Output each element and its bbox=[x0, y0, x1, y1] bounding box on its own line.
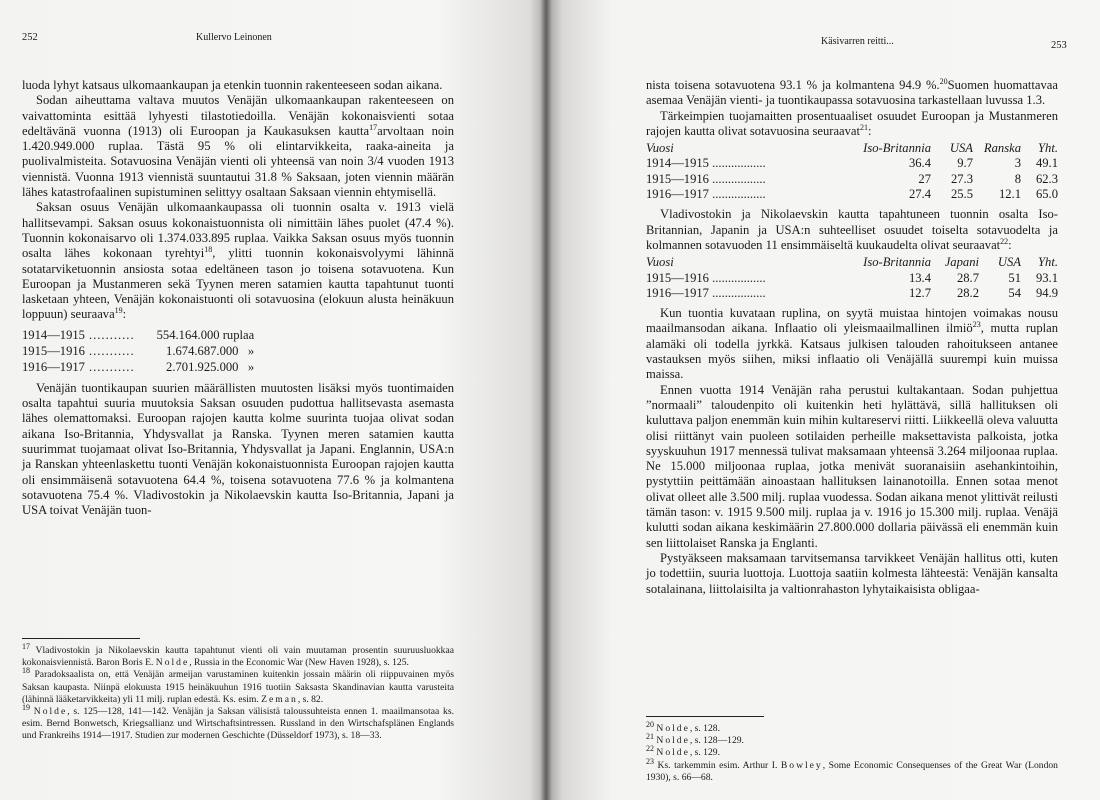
table-leaders: ................. bbox=[712, 171, 766, 186]
footnote-number: 22 bbox=[646, 744, 654, 754]
footnote-number: 21 bbox=[646, 732, 654, 742]
left-page-number: 252 bbox=[22, 32, 38, 43]
column-header: USA bbox=[949, 141, 973, 156]
paragraph: luoda lyhyt katsaus ulkomaankaupan ja etenkin tuonnin rakenteeseen sodan aikana. bbox=[22, 78, 443, 92]
text-run: Sodan aiheuttama valtava muutos Venäjän ulkomaankaupan rakenteeseen on vaivattominta esittää lyhyesti tilastotiedoilla. Venäjän kokonaisvienti sotaa edeltävänä vuonna (1913) oli Euroopan ja Kaukasuksen kautta bbox=[22, 93, 454, 138]
text-run: , mutta ruplan alamäki oli todella jyrkkä. Katsaus julkisen talouden rahoitukseen antanee vastauksen myös siihen, miksi inflaatio oli Venäjällä suurempi kuin muissa maissa. bbox=[646, 321, 1058, 382]
table-cell: 94.9 bbox=[1035, 285, 1058, 300]
left-page bbox=[0, 0, 546, 800]
table-cell: 9.7 bbox=[957, 156, 973, 171]
footnote-ref: 17 bbox=[369, 122, 378, 132]
footnote-text: , s. 125—128, 141—142. Venäjän ja Saksan välisistä taloussuhteista ennen 1. maailmansotaa ks. esim. Bernd Bonwetsch, Kriegsallianz und Wirtschaftsintressen. Russland in den Wirtschafsplänen Englands und Frankreihs 1914—1917. Studien zur modernen Geschichte (Düsseldorf 1973), s. 18—33. bbox=[22, 706, 454, 742]
paragraph bbox=[22, 93, 454, 200]
table-row bbox=[646, 172, 1058, 187]
footnote-text: Ks. tarkemmin esim. Arthur I. bbox=[657, 759, 778, 771]
footnote bbox=[646, 719, 1058, 735]
table-cell: 28.7 bbox=[956, 270, 979, 285]
table-row bbox=[646, 286, 1058, 301]
footnote-ref: 21 bbox=[860, 122, 869, 132]
footnote-ref: 18 bbox=[204, 245, 213, 255]
paragraph bbox=[646, 78, 1058, 109]
table-cell: 28.2 bbox=[956, 285, 979, 300]
table-leaders: ........... bbox=[88, 359, 135, 374]
text-run: Tärkeimpien tuojamaitten prosentuaaliset osuudet Euroopan ja Mustanmeren rajojen kautta olivat sotavuosina seuraavat bbox=[646, 108, 1058, 138]
table-cell: 27 bbox=[918, 171, 931, 186]
year-label: 1915—1916 bbox=[646, 171, 709, 186]
table-leaders: ................. bbox=[712, 285, 766, 300]
footnote-author: Nolde bbox=[33, 706, 68, 718]
table-cell: 25.5 bbox=[950, 187, 973, 202]
table-cell-year: 1916—1917 bbox=[22, 359, 85, 374]
text-run: Vladivostokin ja Nikolaevskin kautta tapahtuneen tuonnin osalta Iso-Britannian, Japanin ja USA:n suhteelliset osuudet toiselta sotavuodelta ja kolmannen sotavuoden 11 ensimmäiseltä kuukaudelta olivat seuraavat bbox=[646, 207, 1058, 252]
table-cell: 51 bbox=[1008, 270, 1021, 285]
column-header: Vuosi bbox=[646, 141, 674, 156]
text-run: Suomen huomattavaa asemaa Venäjän vienti- ja tuontikaupassa sotavuosina tarkastellaan luvussa 1.3. bbox=[646, 78, 1058, 108]
table-cell: 93.1 bbox=[1035, 270, 1058, 285]
left-footnotes bbox=[22, 638, 454, 743]
table-cell-value: 554.164.000 ruplaa bbox=[156, 327, 255, 342]
table-cell: 27.4 bbox=[908, 187, 931, 202]
table-cell: 27.3 bbox=[950, 171, 973, 186]
footnote bbox=[22, 702, 454, 743]
table-cell-value: 2.701.925.000 » bbox=[166, 359, 255, 374]
import-share-table-europe bbox=[646, 141, 1058, 202]
footnote-author: Nolde bbox=[656, 747, 690, 759]
paragraph bbox=[22, 200, 454, 322]
table-cell-year bbox=[646, 172, 851, 187]
left-running-head: Kullervo Leinonen bbox=[196, 32, 272, 43]
footnote-ref: 22 bbox=[1000, 236, 1009, 246]
footnote-author: Nolde bbox=[155, 657, 190, 669]
column-header: Yht. bbox=[1038, 255, 1058, 270]
table-cell: 8 bbox=[1014, 171, 1021, 186]
footnote-text: , Russia in the Economic War (New Haven 1928), s. 125. bbox=[189, 657, 409, 669]
paragraph: Venäjän tuontikaupan suurien määrällisten muutosten lisäksi myös tuontimaiden osalta tapahtui suuria muutoksia Saksan osuuden pudottua hallitsevasta asemasta lähes olemattomaksi. Euroopan rajojen kautta kolme suurinta tuojaa olivat sodan aikana Iso-Britannia, Yhdysvallat ja Ranska. Tyynen meren satamien kautta suurimmat tuojamaat olivat Iso-Britannia, Yhdysvallat ja Japani. Englannin, USA:n ja Ranskan yhteenlaskettu tuonti Venäjän kokonaistuonnista Euroopan rajojen kautta oli ensimmäisenä sotavuotena 64.4 %, toisena sotavuotena 77.6 % ja kolmantena sotavuotena 75.4 %. Vladivostokin ja Nikolaevskin kautta Iso-Britannia, Japani ja USA toivat Venäjän tuon- bbox=[22, 380, 454, 518]
footnote-text: , s. 82. bbox=[297, 693, 324, 705]
footnote bbox=[22, 641, 454, 669]
table-cell: 62.3 bbox=[1035, 171, 1058, 186]
footnote-author: Nolde bbox=[656, 723, 690, 734]
right-running-head: Käsivarren reitti... bbox=[821, 36, 894, 47]
footnote-rule bbox=[646, 716, 764, 717]
footnote-text: , Some Economic Consequenses of the Great War (London 1930), s. 66—68. bbox=[646, 759, 1058, 783]
text-run: : bbox=[122, 307, 127, 322]
footnote-number: 18 bbox=[22, 666, 30, 676]
table-row bbox=[22, 328, 258, 344]
table-cell-year bbox=[646, 271, 851, 286]
paragraph bbox=[646, 109, 1058, 140]
import-share-table-pacific bbox=[646, 255, 1058, 301]
text-run: : bbox=[868, 123, 872, 138]
table-row bbox=[646, 187, 1058, 202]
right-page bbox=[546, 0, 1100, 800]
footnote bbox=[646, 756, 1058, 784]
footnote-text: , s. 129. bbox=[689, 747, 720, 759]
table-cell: 12.1 bbox=[998, 187, 1021, 202]
text-run: nista toisena sotavuotena 93.1 % ja kolmantena 94.9 %. bbox=[646, 78, 940, 92]
footnote-text: Vladivostokin ja Nikolaevskin kautta tapahtunut vienti oli vain muutaman prosentin suuruusluokkaa kokonaisviennistä. Baron Boris E. bbox=[22, 645, 454, 669]
column-header: USA bbox=[997, 255, 1021, 270]
left-header bbox=[22, 32, 38, 43]
footnote-number: 23 bbox=[646, 756, 654, 766]
column-header: Japani bbox=[944, 255, 979, 270]
text-run: Saksan osuus Venäjän ulkomaankaupassa oli tuonnin osalta v. 1913 vielä hallitsevampi. Saksan osuus kokonaistuonnista oli nimittäin lähes puolet (47.4 %). Tuonnin kokonaisarvo oli 1.374.033.895 ruplaa. Vaikka Saksan osuus myös tuonnin osalta lähes kokonaan tyrehtyi bbox=[22, 200, 454, 261]
column-header: Vuosi bbox=[646, 255, 674, 270]
footnote-author: Nolde bbox=[656, 735, 690, 747]
column-header: Yht. bbox=[1038, 141, 1058, 156]
book-gutter bbox=[540, 0, 552, 800]
footnote bbox=[646, 732, 1058, 747]
footnote-ref: 23 bbox=[972, 320, 981, 330]
table-row bbox=[646, 156, 1058, 171]
text-run: : bbox=[1008, 237, 1012, 252]
right-header bbox=[1051, 40, 1067, 51]
right-page-number: 253 bbox=[1051, 40, 1067, 51]
left-body-text bbox=[22, 78, 454, 518]
table-cell: 65.0 bbox=[1035, 187, 1058, 202]
column-header: Iso-Britannia bbox=[863, 255, 931, 270]
footnote-text: , s. 128. bbox=[689, 723, 720, 734]
year-label: 1916—1917 bbox=[646, 187, 709, 202]
column-header: Ranska bbox=[983, 141, 1021, 156]
footnote-author: Bowley bbox=[780, 759, 823, 771]
table-leaders: ........... bbox=[88, 327, 135, 342]
table-cell: 54 bbox=[1008, 285, 1021, 300]
paragraph: Pystyäkseen maksamaan tarvitsemansa tarvikkeet Venäjän hallitus otti, kuten jo todettiin, suuria luottoja. Luottoja saatiin kolmesta lähteestä: Venäjän kansalta sotalainana, liittolaisilta ja valtionrahaston lyhytaikaisista obligaa- bbox=[646, 550, 1058, 596]
table-row bbox=[22, 360, 258, 376]
paragraph: Ennen vuotta 1914 Venäjän raha perustui kultakantaan. Sodan puhjettua ”normaali” taloudenpito oli kuitenkin heti hylättävä, sillä hallituksen oli kuluttava paljon enemmän kuin mihin kultareservi riitti. Liikkeellä oleva valuutta olisi riittänyt vain puoleen sotilaiden perheille maksettavista palkoista, jotka syyskuuhun 1917 mennessä tulivat maksamaan yhteensä 3.264 miljoonaa ruplaa. Ne 15.000 miljoonaa ruplaa, jotka menivät suoranaisiin asehankintoihin, pystyttiin peittämään ainoastaan hallituksen lainanotoilla. Ennen sotaa menot olivat olleet alle 3.500 milj. ruplaa vuodessa. Sodan aikana menot ylittivät reilusti tämän tason: v. 1915 9.500 milj. ruplaa ja v. 1916 jo 15.300 milj. ruplaa. Venäjä kulutti sodan aikana keskimäärin 27.800.000 dollaria päivässä eli enemmän kuin sen liittolaiset Ranska ja Englanti. bbox=[646, 382, 1059, 550]
text-run: Kun tuontia kuvataan ruplina, on syytä muistaa hintojen voimakas nousu maailmansodan aikana. Inflaatio oli yleismaailmallinen ilmiö bbox=[646, 306, 1058, 336]
table-leaders: ................. bbox=[712, 156, 766, 171]
table-cell: 13.4 bbox=[908, 270, 931, 285]
footnote-number: 17 bbox=[22, 641, 30, 651]
import-volume-table bbox=[22, 328, 258, 376]
table-cell-year bbox=[646, 286, 851, 301]
table-cell-year: 1915—1916 bbox=[22, 343, 85, 358]
footnote-ref: 19 bbox=[114, 306, 123, 316]
right-body-text bbox=[646, 78, 1058, 597]
table-leaders: ................. bbox=[712, 270, 766, 285]
year-label: 1916—1917 bbox=[646, 285, 709, 300]
footnote-number: 20 bbox=[646, 719, 654, 729]
text-run: , ylitti tuonnin kokonaisvolyymi lähinnä sotatarviketuonnin ansiosta sotaa edeltäneen tason jo toisena sotavuotena. Kun Euroopan ja Mustanmeren sekä Tyynen meren satamien kautta tapahtunut tuonti lasketaan yhteen, Venäjän kokonaistuonti oli sotavuosina (elokuun alusta heinäkuun loppuun) seuraava bbox=[22, 246, 454, 322]
footnote-rule bbox=[22, 638, 140, 639]
right-footnotes bbox=[646, 716, 1058, 784]
table-leaders: ................. bbox=[712, 187, 766, 202]
table-row bbox=[22, 344, 258, 360]
text-run: arvoltaan noin 1.420.949.000 ruplaa. Tästä 95 % oli elintarvikkeita, raaka-aineita ja puolivalmisteita. Sotavuosina Venäjän vienti oli yhteensä van noin 3/4 vuoden 1913 viennistä. Vuonna 1913 viennistä suuntautui 31.8 % Saksaan, joten viennin määrän lähes katastrofaalinen supistuminen selittyy osaltaan Saksaan viennin ehtymisellä. bbox=[22, 123, 455, 200]
footnote-text: , s. 128—129. bbox=[689, 735, 744, 747]
paragraph bbox=[646, 306, 1058, 382]
column-header: Iso-Britannia bbox=[863, 141, 931, 156]
footnote-ref: 20 bbox=[939, 76, 948, 86]
table-cell: 12.7 bbox=[908, 285, 931, 300]
footnote-number: 19 bbox=[22, 702, 30, 712]
table-cell: 49.1 bbox=[1035, 156, 1058, 171]
paragraph bbox=[646, 207, 1058, 253]
table-row bbox=[646, 271, 1058, 286]
year-label: 1914—1915 bbox=[646, 156, 709, 171]
table-header-row bbox=[646, 255, 1058, 270]
table-cell-year bbox=[646, 187, 851, 202]
year-label: 1915—1916 bbox=[646, 270, 709, 285]
table-cell-year: 1914—1915 bbox=[22, 327, 85, 342]
table-cell-value: 1.674.687.000 » bbox=[166, 343, 255, 358]
table-cell-year bbox=[646, 156, 851, 171]
table-header-row bbox=[646, 141, 1058, 156]
footnote bbox=[646, 744, 1058, 759]
footnote bbox=[22, 666, 454, 706]
footnote-author: Zeman bbox=[261, 693, 298, 705]
footnote-text: Paradoksaalista on, että Venäjän armeijan varustaminen kuitenkin jossain määrin oli riippuvainen myös Saksan kaupasta. Niinpä elokuusta 1915 heinäkuuhun 1916 tuotiin Saksasta Skandinavian kautta varusteita (lähinnä lääketarvikkeita) yli 11 milj. ruplan edestä. Ks. esim. bbox=[22, 669, 454, 705]
table-cell: 36.4 bbox=[908, 156, 931, 171]
table-cell: 3 bbox=[1014, 156, 1021, 171]
table-leaders: ........... bbox=[88, 343, 135, 358]
